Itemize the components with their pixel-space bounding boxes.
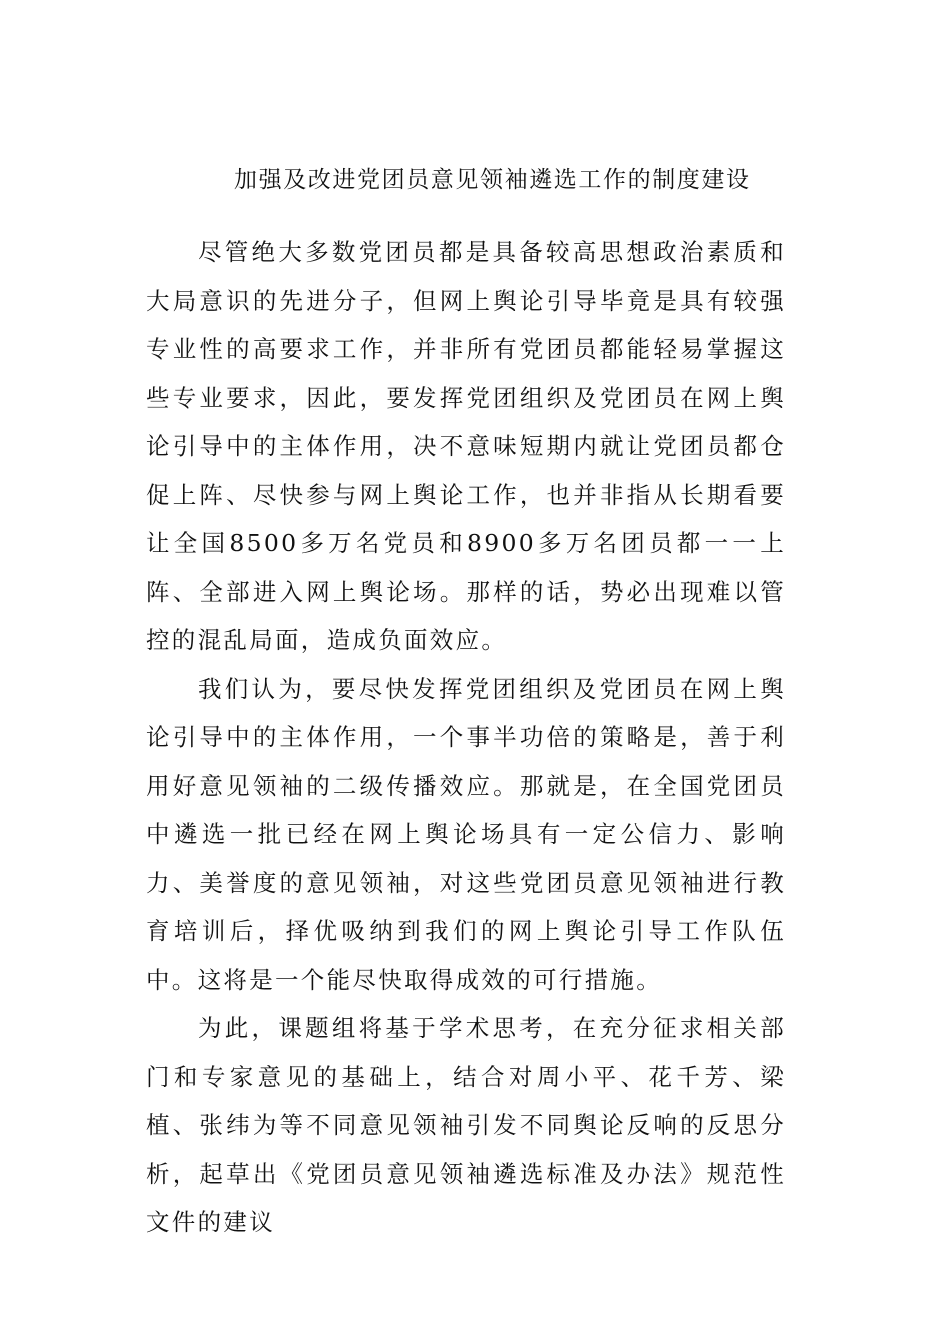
- paragraph-3: 为此，课题组将基于学术思考，在充分征求相关部门和专家意见的基础上，结合对周小平、花千芳、梁植、张纬为等不同意见领袖引发不同舆论反响的反思分析，起草出《党团员意见领袖遴选标准及办法》规范性文件的建议: [146, 1014, 786, 1236]
- document-body: [146, 228, 786, 1247]
- paragraph-2: 我们认为，要尽快发挥党团组织及党团员在网上舆论引导中的主体作用，一个事半功倍的策略是，善于利用好意见领袖的二级传播效应。那就是，在全国党团员中遴选一批已经在网上舆论场具有一定公信力、影响力、美誉度的意见领袖，对这些党团员意见领袖进行教育培训后，择优吸纳到我们的网上舆论引导工作队伍中。这将是一个能尽快取得成效的可行措施。: [146, 674, 786, 994]
- document-title: 加强及改进党团员意见领袖遴选工作的制度建设: [234, 167, 751, 193]
- paragraph-1: 尽管绝大多数党团员都是具备较高思想政治素质和大局意识的先进分子，但网上舆论引导毕竟是具有较强专业性的高要求工作，并非所有党团员都能轻易掌握这些专业要求，因此，要发挥党团组织及党团员在网上舆论引导中的主体作用，决不意味短期内就让党团员都仓促上阵、尽快参与网上舆论工作，也并非指从长期看要让全国8500多万名党员和8900多万名团员都一一上阵、全部进入网上舆论场。那样的话，势必出现难以管控的混乱局面，造成负面效应。: [146, 238, 786, 654]
